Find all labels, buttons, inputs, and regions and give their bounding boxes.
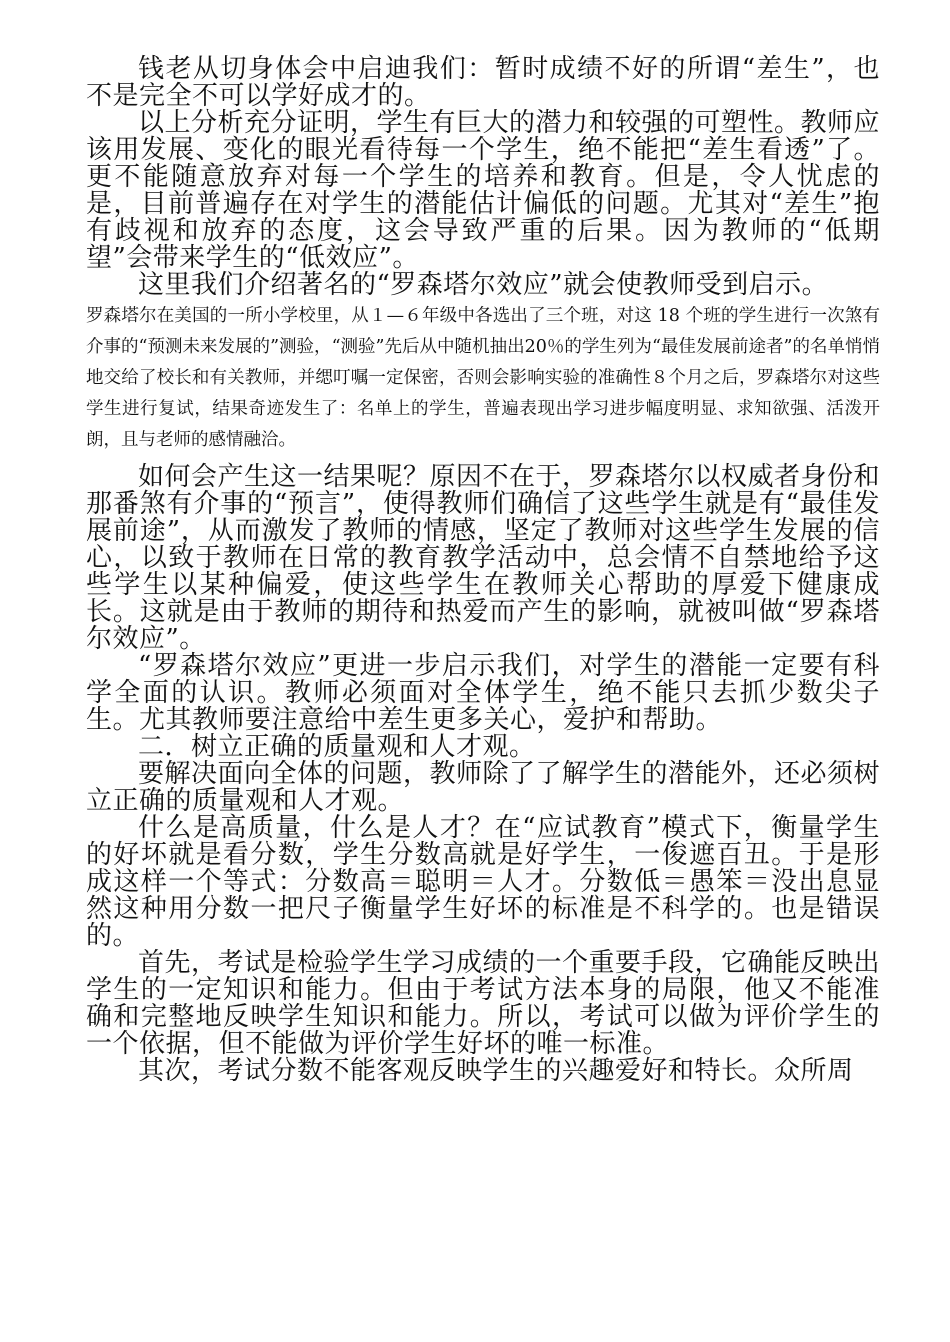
- paragraph-11: 其次，考试分数不能客观反映学生的兴趣爱好和特长。众所周: [138, 1056, 854, 1086]
- paragraph-2: 以上分析充分证明，学生有巨大的潜力和较强的可塑性。教师应该用发展、变化的眼光看待每一个学生，绝不能把“差生看透”了。更不能随意放弃对每一个学生的培养和教育。但是，令人忧虑的是，目前普遍存在对学生的潜能估计偏低的问题。尤其对“差生”抱有歧视和放弃的态度，这会导致严重的后果。因为教师的“低期望”会带来学生的“低效应”。: [86, 108, 881, 273]
- paragraph-1: 钱老从切身体会中启迪我们：暂时成绩不好的所谓“差生”，也不是完全不可以学好成才的。: [86, 54, 880, 111]
- paragraph-9: 什么是高质量，什么是人才？在“应试教育”模式下，衡量学生的好坏就是看分数，学生分数高就是好学生，一俊遮百丑。于是形成这样一个等式：分数高＝聪明＝人才。分数低＝愚笨＝没出息显然这种用分数一把尺子衡量学生好坏的标准是不科学的。也是错误的。: [86, 813, 880, 951]
- document-page: [86, 56, 880, 1085]
- small-text-block: [86, 301, 880, 456]
- paragraph-4: 罗森塔尔在美国的一所小学校里，从１—６年级中各选出了三个班，对这 18 个班的学生进行一次煞有介事的“预测未来发展的”测验，“测验”先后从中随机抽出20％的学生列为“最佳发展前途者”的名单悄悄地交给了校长和有关教师，并缌叮嘱一定保密，否则会影响实验的准确性８个月之后，罗森塔尔对这些学生进行复试，结果奇迹发生了：名单上的学生，普遍表现出学习进步幅度明显、求知欲强、活泼开朗，且与老师的感情融洽。: [86, 306, 880, 450]
- paragraph-10: 首先，考试是检验学生学习成绩的一个重要手段，它确能反映出学生的一定知识和能力。但由于考试方法本身的局限，他又不能准确和完整地反映学生知识和能力。所以，考试可以做为评价学生的一个依据，但不能做为评价学生好坏的唯一标准。: [86, 948, 881, 1059]
- paragraph-8: 要解决面向全体的问题，教师除了了解学生的潜能外，还必须树立正确的质量观和人才观。: [86, 759, 881, 816]
- paragraph-6: “罗森塔尔效应”更进一步启示我们，对学生的潜能一定要有科学全面的认识。教师必须面对全体学生，绝不能只去抓少数尖子生。尤其教师要注意给中差生更多关心，爱护和帮助。: [86, 651, 880, 735]
- paragraph-3: 这里我们介绍著名的“罗森塔尔效应”就会使教师受到启示。: [138, 270, 829, 300]
- paragraph-5: 如何会产生这一结果呢？原因不在于，罗森塔尔以权威者身份和那番煞有介事的“预言”，使得教师们确信了这些学生就是有“最佳发展前途”，从而激发了教师的情感，坚定了教师对这些学生发展的信心，以致于教师在日常的教育教学活动中，总会情不自禁地给予这些学生以某种偏爱，使这些学生在教师关心帮助的厚爱下健康成长。这就是由于教师的期待和热爱而产生的影响，就被叫做“罗森塔尔效应”。: [86, 462, 881, 654]
- section-heading: 二．树立正确的质量观和人才观。: [138, 732, 536, 762]
